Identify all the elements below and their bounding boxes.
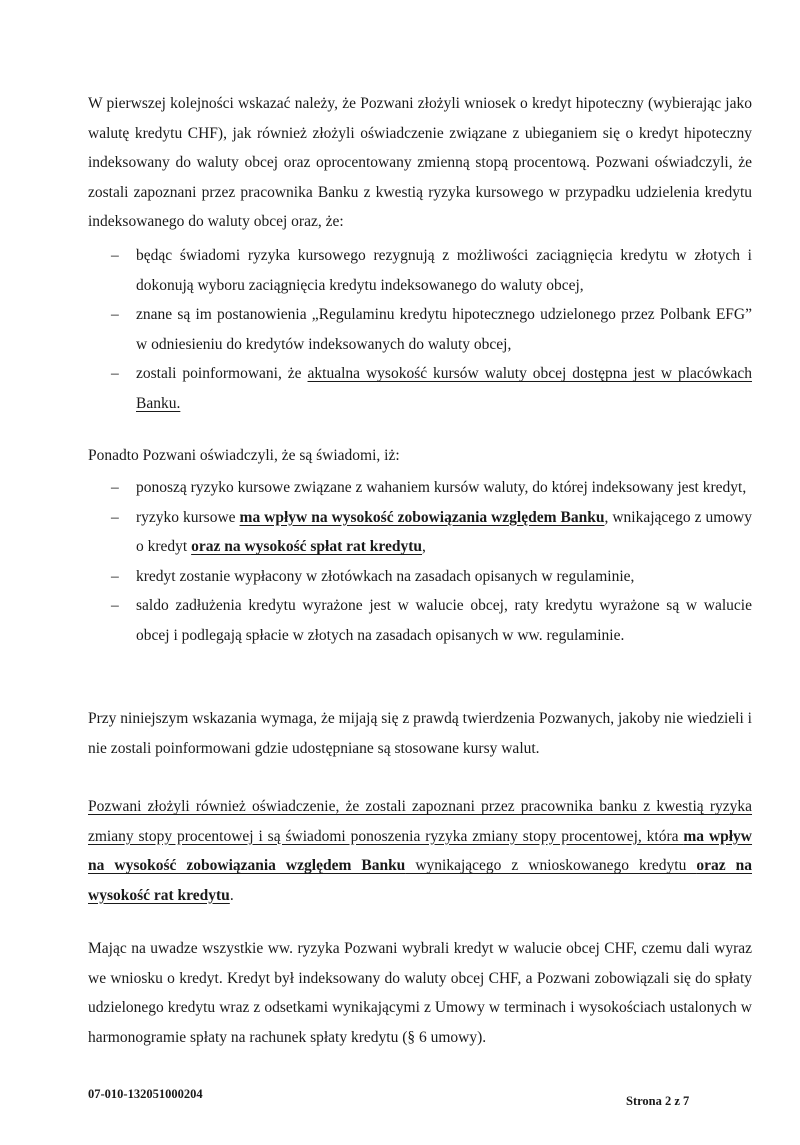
paragraph-intro: W pierwszej kolejności wskazać należy, że Pozwani złożyli wniosek o kredyt hipoteczny (wybierając jako walutę kredytu CHF), jak również złożyli oświadczenie związane z ubieganiem się o kredyt hipoteczny indeksowany do waluty obcej oraz oprocentowany zmienną stopą procentową. Pozwani oświadczyli, że zostali zapoznani przez pracownika Banku z kwestią ryzyka kursowego w przypadku udzielenia kredytu indeksowanego do waluty obcej oraz, że: bbox=[88, 95, 752, 230]
list-item bbox=[88, 503, 752, 562]
list-item-text: ponoszą ryzyko kursowe związane z wahaniem kursów waluty, do której indeksowany jest kredyt, bbox=[136, 479, 747, 496]
dash-bullet: – bbox=[111, 479, 119, 496]
paragraph-interest-rate-risk bbox=[88, 792, 752, 910]
page-number: Strona 2 z 7 bbox=[626, 1094, 690, 1108]
underlined-text: wynikającego z wnioskowanego kredytu bbox=[405, 857, 697, 874]
paragraph-conclusion: Mając na uwadze wszystkie ww. ryzyka Pozwani wybrali kredyt w walucie obcej CHF, czemu dali wyraz we wniosku o kredyt. Kredyt był indeksowany do waluty obcej CHF, a Pozwani zobowiązali się do spłaty udzielonego kredytu wraz z odsetkami wynikającymi z Umowy w terminach i wysokościach ustalonych w harmonogramie spłaty na rachunek spłaty kredytu (§ 6 umowy). bbox=[88, 940, 752, 1046]
list-item-text: zostali poinformowani, że bbox=[136, 365, 308, 382]
dash-bullet: – bbox=[111, 597, 119, 614]
list-item-text: znane są im postanowienia „Regulaminu kredytu hipotecznego udzielonego przez Polbank EFG” w odniesieniu do kredytów indeksowanych do waluty obcej, bbox=[136, 306, 752, 353]
list-item bbox=[88, 359, 752, 418]
list-item-text: , bbox=[422, 538, 426, 555]
list-item-text: ryzyko kursowe bbox=[136, 508, 240, 526]
paragraph-awareness: Ponadto Pozwani oświadczyli, że są świadomi, iż: bbox=[88, 447, 400, 464]
bold-underlined-text: ma wpływ na wysokość zobowiązania względem Banku bbox=[239, 508, 605, 526]
list-item bbox=[88, 300, 752, 359]
dash-bullet: – bbox=[111, 247, 119, 264]
list-item-text: saldo zadłużenia kredytu wyrażone jest w walucie obcej, raty kredytu wyrażone są w walucie obcej i podlegają spłacie w złotych na zasadach opisanych w ww. regulaminie. bbox=[136, 597, 752, 644]
list-item bbox=[88, 241, 752, 300]
dash-bullet: – bbox=[111, 365, 119, 382]
list-item bbox=[88, 473, 752, 503]
dash-bullet: – bbox=[111, 306, 119, 323]
declarations-list-1 bbox=[88, 241, 752, 418]
list-item-text: będąc świadomi ryzyka kursowego rezygnują z możliwości zaciągnięcia kredytu w złotych i dokonują wyboru zaciągnięcia kredytu indeksowanego do waluty obcej, bbox=[136, 247, 752, 294]
list-item-text: , wnikającego z umowy o kredyt bbox=[136, 508, 752, 555]
paragraph-end: . bbox=[229, 886, 234, 904]
declarations-list-2 bbox=[88, 473, 752, 650]
dash-bullet: – bbox=[111, 567, 119, 585]
underlined-text: aktualna wysokość kursów waluty obcej dostępna jest w placówkach Banku. bbox=[136, 365, 752, 412]
paragraph-rebuttal: Przy niniejszym wskazania wymaga, że mijają się z prawdą twierdzenia Pozwanych, jakoby nie wiedzieli i nie zostali poinformowani gdzie udostępniane są stosowane kursy walut. bbox=[88, 710, 752, 757]
underlined-text: Pozwani złożyli również oświadczenie, że zostali zapoznani przez pracownika banku z kwestią ryzyka zmiany stopy procentowej i są świadomi ponoszenia ryzyka zmiany stopy procentowej, która bbox=[88, 798, 752, 845]
list-item bbox=[88, 562, 752, 592]
list-item bbox=[88, 591, 752, 650]
dash-bullet: – bbox=[111, 508, 119, 526]
bold-underlined-text: ma wpływ na wysokość zobowiązania względem Banku bbox=[88, 827, 753, 874]
bold-underlined-text: oraz na wysokość rat kredytu bbox=[88, 857, 752, 904]
list-item-text: kredyt zostanie wypłacony w złotówkach na zasadach opisanych w regulaminie, bbox=[136, 567, 635, 585]
document-number: 07-010-132051000204 bbox=[88, 1087, 203, 1101]
bold-underlined-text: oraz na wysokość spłat rat kredytu bbox=[191, 538, 423, 555]
